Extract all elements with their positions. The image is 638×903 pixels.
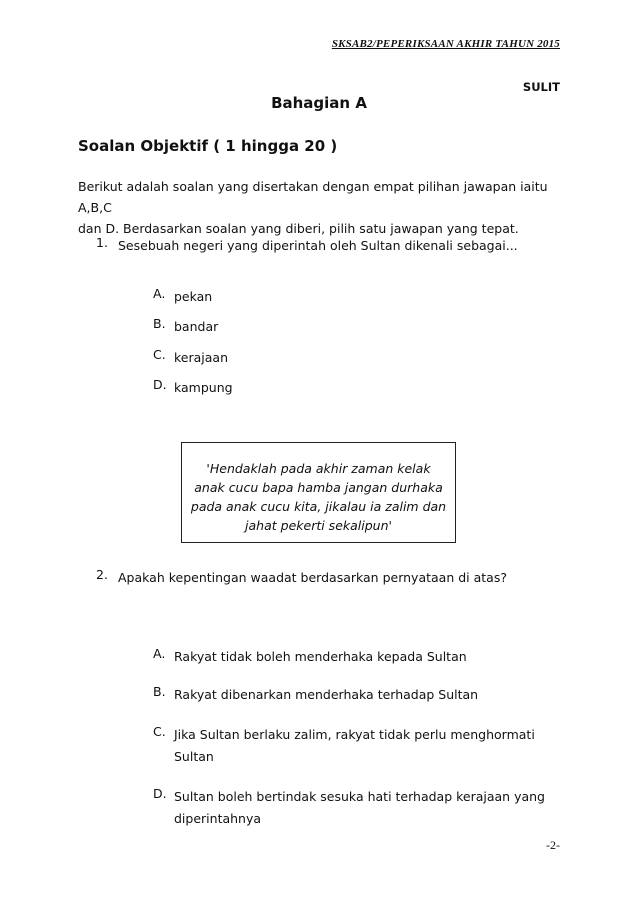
- question-text: Sesebuah negeri yang diperintah oleh Sultan dikenali sebagai...: [118, 238, 518, 253]
- question-text: Apakah kepentingan waadat berdasarkan pernyataan di atas?: [118, 570, 507, 585]
- exam-header-code: SKSAB2/PEPERIKSAAN AKHIR TAHUN 2015: [331, 38, 560, 50]
- option-text: kampung: [174, 380, 233, 395]
- option-letter: C.: [153, 347, 166, 362]
- question-number: 1.: [96, 235, 108, 250]
- option-letter: A.: [153, 646, 166, 661]
- question-number: 2.: [96, 567, 108, 582]
- quote-box: [181, 442, 456, 543]
- option-text: pekan: [174, 289, 213, 304]
- option-letter: D.: [153, 786, 167, 801]
- option-text: Rakyat dibenarkan menderhaka terhadap Sultan: [174, 687, 479, 702]
- option-text-line-1: Sultan boleh bertindak sesuka hati terhadap kerajaan yang: [174, 789, 545, 804]
- quote-line-1: 'Hendaklah pada akhir zaman kelak: [206, 461, 431, 476]
- section-subtitle: Soalan Objektif ( 1 hingga 20 ): [78, 137, 338, 155]
- option-text-line-1: Jika Sultan berlaku zalim, rakyat tidak perlu menghormati: [174, 727, 535, 742]
- option-letter: B.: [153, 684, 166, 699]
- quote-line-3: pada anak cucu kita, jikalau ia zalim dan: [190, 499, 447, 514]
- option-text: bandar: [174, 319, 219, 334]
- option-text: kerajaan: [174, 350, 228, 365]
- quote-text: [182, 459, 455, 535]
- option-letter: C.: [153, 724, 166, 739]
- classification-label: SULIT: [522, 80, 560, 94]
- option-text: [174, 724, 554, 768]
- quote-line-2: anak cucu bapa hamba jangan durhaka: [194, 480, 443, 495]
- section-title: Bahagian A: [271, 94, 367, 112]
- instructions: [78, 176, 568, 239]
- option-text-line-2: Sultan: [174, 749, 214, 764]
- instructions-line-1: Berikut adalah soalan yang disertakan dengan empat pilihan jawapan iaitu A,B,C: [78, 179, 548, 215]
- option-text: [174, 786, 554, 830]
- quote-line-4: jahat pekerti sekalipun': [245, 518, 392, 533]
- page-number: -2-: [546, 838, 560, 852]
- option-letter: A.: [153, 286, 166, 301]
- option-letter: D.: [153, 377, 167, 392]
- instructions-line-2: dan D. Berdasarkan soalan yang diberi, pilih satu jawapan yang tepat.: [78, 221, 519, 236]
- option-letter: B.: [153, 316, 166, 331]
- option-text: Rakyat tidak boleh menderhaka kepada Sultan: [174, 649, 467, 664]
- option-text-line-2: diperintahnya: [174, 811, 262, 826]
